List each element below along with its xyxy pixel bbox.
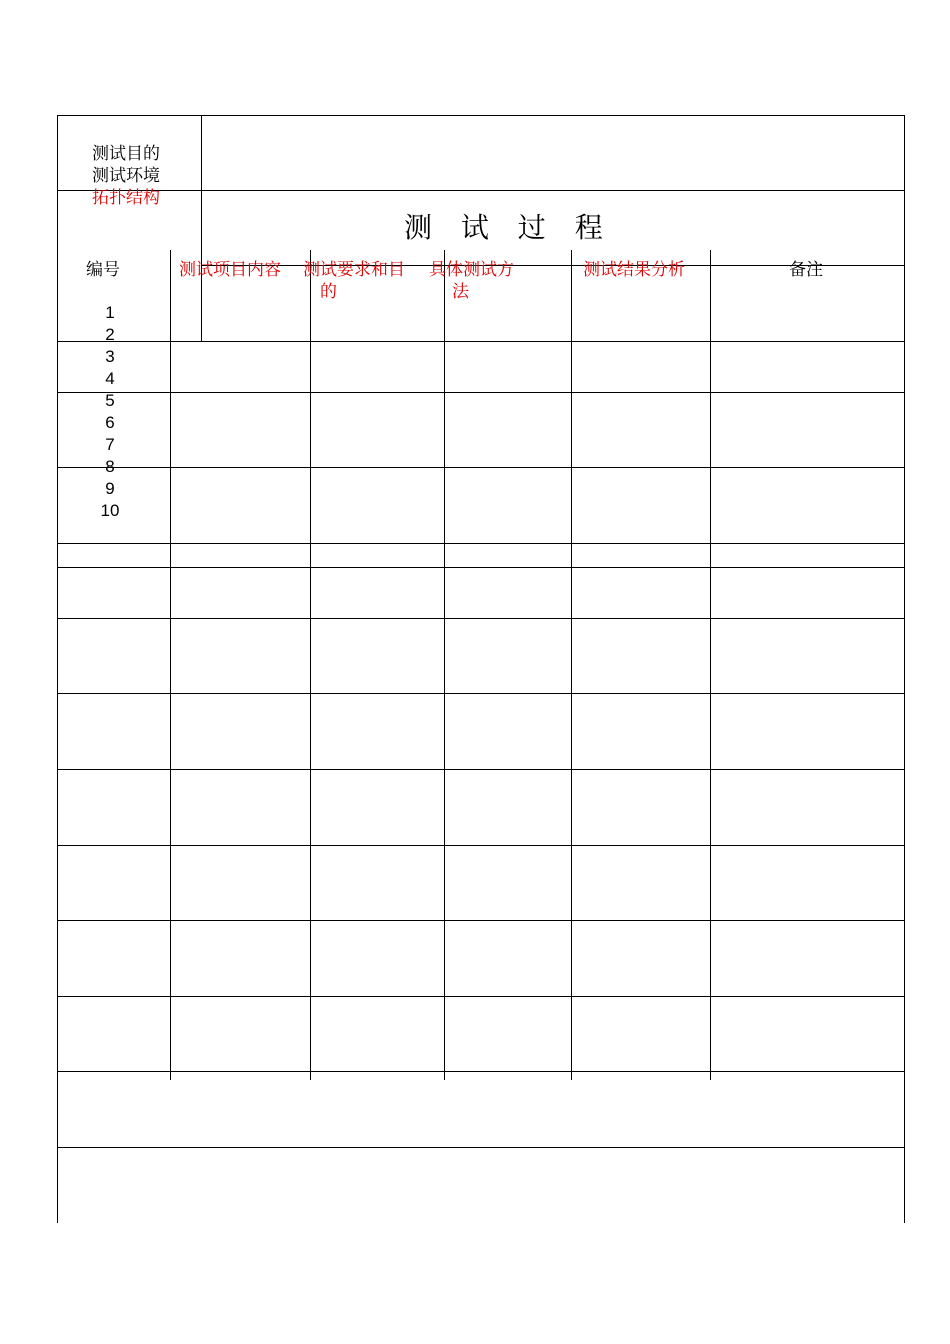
label-test-purpose: 测试目的	[92, 144, 160, 164]
label-test-environment: 测试环境	[92, 166, 160, 186]
row-divider	[57, 769, 905, 770]
header-requirement-line2: 的	[320, 282, 337, 302]
header-number: 编号	[86, 260, 120, 280]
column-divider	[710, 250, 711, 1080]
row-number: 4	[105, 369, 115, 388]
row-divider	[57, 392, 905, 393]
row-number: 1	[105, 303, 115, 322]
header-test-content: 测试项目内容	[179, 260, 281, 280]
table-right-border	[904, 115, 905, 1223]
table-top-border	[57, 115, 905, 116]
row-number: 2	[105, 325, 115, 344]
row-divider	[57, 567, 905, 568]
header-remark: 备注	[789, 260, 823, 280]
column-divider	[310, 250, 311, 1080]
row-divider	[57, 467, 905, 468]
table-left-border	[57, 115, 58, 1223]
row-divider	[57, 190, 905, 191]
column-divider	[571, 250, 572, 1080]
row-divider	[57, 543, 905, 544]
row-divider	[57, 1147, 905, 1148]
row-number: 9	[105, 479, 115, 498]
row-number: 6	[105, 413, 115, 432]
label-topology: 拓扑结构	[92, 188, 160, 208]
row-number: 3	[105, 347, 115, 366]
header-requirement-line1: 测试要求和目	[303, 260, 405, 280]
header-method-line2: 法	[452, 282, 469, 302]
row-divider	[57, 845, 905, 846]
row-number: 8	[105, 457, 115, 476]
row-divider	[57, 920, 905, 921]
header-result-analysis: 测试结果分析	[583, 260, 685, 280]
column-divider	[170, 250, 171, 1080]
row-divider	[57, 618, 905, 619]
row-divider	[57, 996, 905, 997]
header-method-line1: 具体测试方	[429, 260, 514, 280]
label-column-divider	[201, 115, 202, 341]
column-divider	[444, 250, 445, 1080]
row-number: 5	[105, 391, 115, 410]
row-number: 10	[100, 501, 120, 520]
row-divider	[57, 693, 905, 694]
row-number: 7	[105, 435, 115, 454]
row-divider	[57, 1071, 905, 1072]
row-divider	[57, 341, 905, 342]
section-title: 测 试 过 程	[404, 211, 613, 244]
